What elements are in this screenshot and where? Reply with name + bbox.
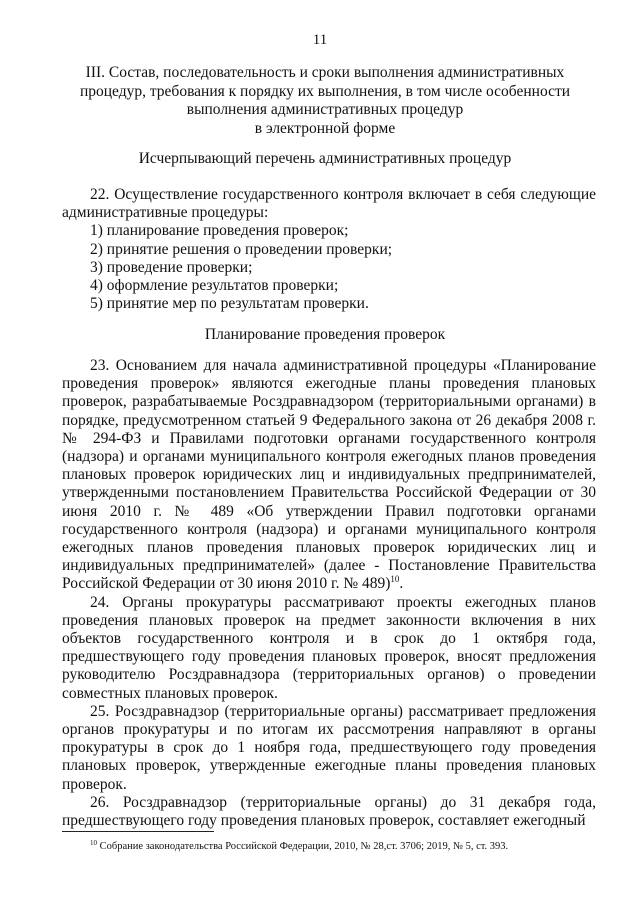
section-heading-line: III. Состав, последовательность и сроки выполнения административных [85, 64, 565, 81]
paragraph-26: 26. Росздравнадзор (территориальные органы) до 31 декабря года, предшествующего году проведения плановых проверок, составляет ежегодный [62, 793, 596, 830]
section-heading-line: выполнения административных процедур [186, 101, 464, 118]
footnote-divider [62, 831, 214, 832]
paragraph-24: 24. Органы прокуратуры рассматривают проекты ежегодных планов проведения плановых проверок на предмет законности включения в них объектов государственного контроля и в срок до 1 октября года, предшествующего году проведения плановых проверок, вносят предложения руководителю Росздравнадзора (территориальных органов) о проведении совместных плановых проверок. [62, 593, 596, 702]
footnote-reference: 10 [390, 574, 400, 585]
procedure-list-item: 1) планирование проведения проверок; [90, 222, 349, 240]
paragraph-25: 25. Росздравнадзор (территориальные органы) рассматривает предложения органов прокуратуры и по итогам их рассмотрения направляют в органы прокуратуры в срок до 1 ноября года, предшествующего году проведения плановых проверок, утвержденные ежегодные планы проведения плановых проверок. [62, 702, 596, 793]
paragraph-23 [62, 357, 596, 594]
footnote-text: Собрание законодательства Российской Федерации, 2010, № 28,ст. 3706; 2019, № 5, ст. 393. [97, 841, 509, 852]
paragraph-23-end: . [399, 575, 404, 593]
subheading-procedures-list: Исчерпывающий перечень административных процедур [138, 150, 512, 167]
paragraph-23-text: 23. Основанием для начала административной процедуры «Планирование проведения проверок» являются ежегодные планы проведения плановых проверок, разрабатываемые Росздравнадзором (территориальными органами) в порядке, предусмотренном статьей 9 Федерального закона от 26 декабря 2008 г. № 294-ФЗ и Правилами подготовки органами государственного контроля (надзора) и органами муниципального контроля ежегодных планов проведения плановых проверок юридических лиц и индивидуальных предпринимателей, утвержденными постановлением Правительства Российской Федерации от 30 июня 2010 г. № 489 «Об утверждении Правил подготовки органами государственного контроля (надзора) и органами муниципального контроля ежегодных планов проведения плановых проверок юридических лиц и индивидуальных предпринимателей» (далее - Постановление Правительства Российской Федерации от 30 июня 2010 г. № 489) [62, 357, 596, 593]
procedure-list-item: 4) оформление результатов проверки; [90, 277, 339, 295]
procedure-list-item: 2) принятие решения о проведении проверки; [90, 240, 393, 258]
section-heading-line: процедур, требования к порядку их выполнения, в том числе особенности [79, 82, 571, 100]
page-number: 11 [312, 32, 328, 48]
paragraph-22-intro: 22. Осуществление государственного контроля включает в себя следующие административные процедуры: [62, 186, 596, 222]
procedure-list-item: 3) проведение проверки; [90, 258, 253, 276]
subheading-planning: Планирование проведения проверок [204, 326, 446, 343]
procedure-list-item: 5) принятие мер по результатам проверки. [90, 295, 369, 313]
section-heading [60, 64, 590, 138]
footnote [90, 840, 610, 853]
paragraph-22-block [62, 186, 596, 313]
paragraphs-23-26-block [62, 357, 596, 830]
footnote-number: 10 [90, 839, 97, 847]
section-heading-line: в электронной форме [254, 119, 396, 137]
